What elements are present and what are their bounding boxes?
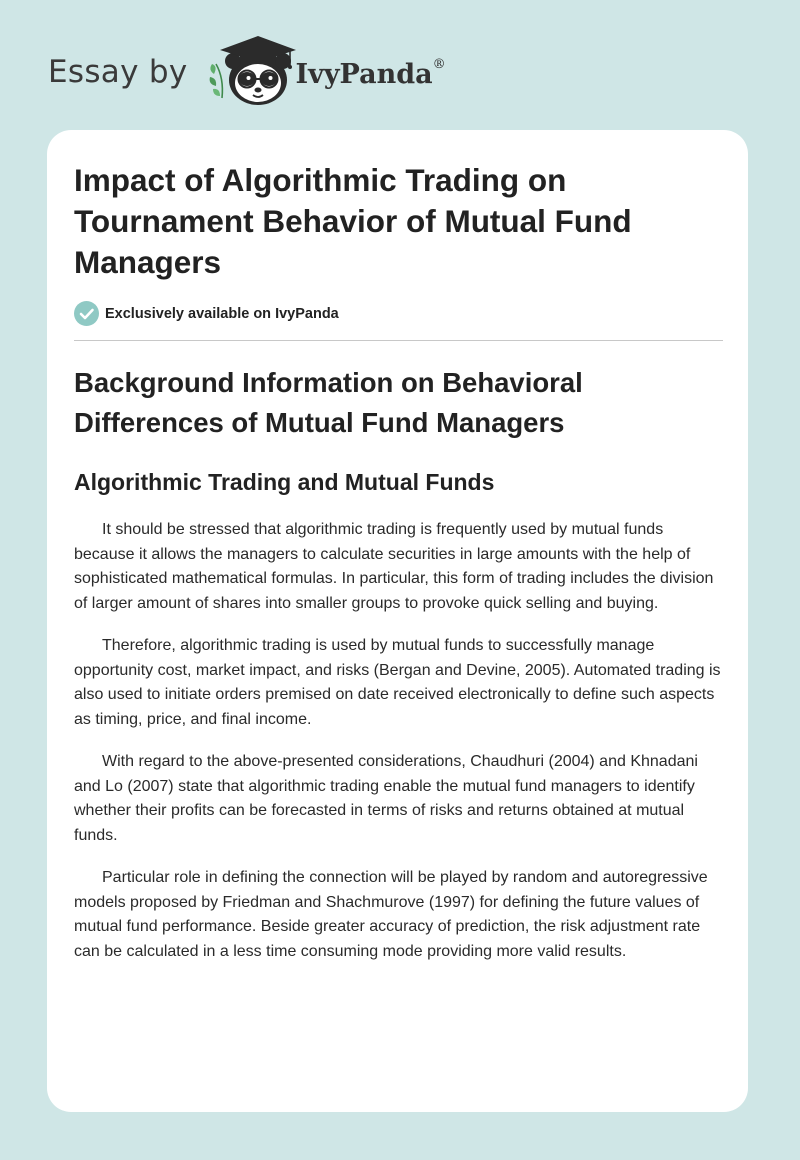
brand-name: [295, 56, 446, 90]
paragraph: With regard to the above-presented considerations, Chaudhuri (2004) and Khnadani and Lo (2007) state that algorithmic trading enable the mutual fund managers to identify whether their profits can be forecasted in terms of risks and returns obtained at mutual funds.: [74, 753, 698, 844]
registered-mark: ®: [432, 56, 446, 72]
title-divider: [74, 340, 723, 341]
check-circle-icon: [74, 301, 99, 326]
essay-title: Impact of Algorithmic Trading on Tournament Behavior of Mutual Fund Managers: [74, 162, 632, 280]
paragraph: Particular role in defining the connection will be played by random and autoregressive models proposed by Friedman and Shachmurove (1997) for defining the future values of mutual fund performance. Beside greater accuracy of prediction, the risk adjustment rate can be calculated in a less time consuming mode providing more valid results.: [74, 869, 708, 960]
subsection-heading: Algorithmic Trading and Mutual Funds: [74, 469, 495, 495]
paragraph: Therefore, algorithmic trading is used by mutual funds to successfully manage opportunity cost, market impact, and risks (Bergan and Devine, 2005). Automated trading is also used to initiate orders premised on date received electronically to define such aspects as timing, price, and final income.: [74, 637, 721, 728]
exclusive-badge-label: Exclusively available on IvyPanda: [105, 305, 339, 322]
brand-name-text: IvyPanda: [295, 58, 433, 90]
section-heading: Background Information on Behavioral Differences of Mutual Fund Managers: [74, 367, 583, 438]
brand-prefix: Essay by: [48, 54, 188, 90]
panda-graduation-cap-icon: [202, 34, 302, 110]
exclusive-badge: [74, 301, 724, 326]
brand-header[interactable]: [48, 34, 446, 110]
paragraph: It should be stressed that algorithmic trading is frequently used by mutual funds because it allows the managers to calculate securities in large amounts with the help of sophisticated mathematical formulas. In particular, this form of trading includes the division of larger amount of shares into smaller groups to provoke quick selling and buying.: [74, 521, 714, 612]
essay-content: [74, 160, 724, 964]
essay-card: [47, 130, 748, 1112]
